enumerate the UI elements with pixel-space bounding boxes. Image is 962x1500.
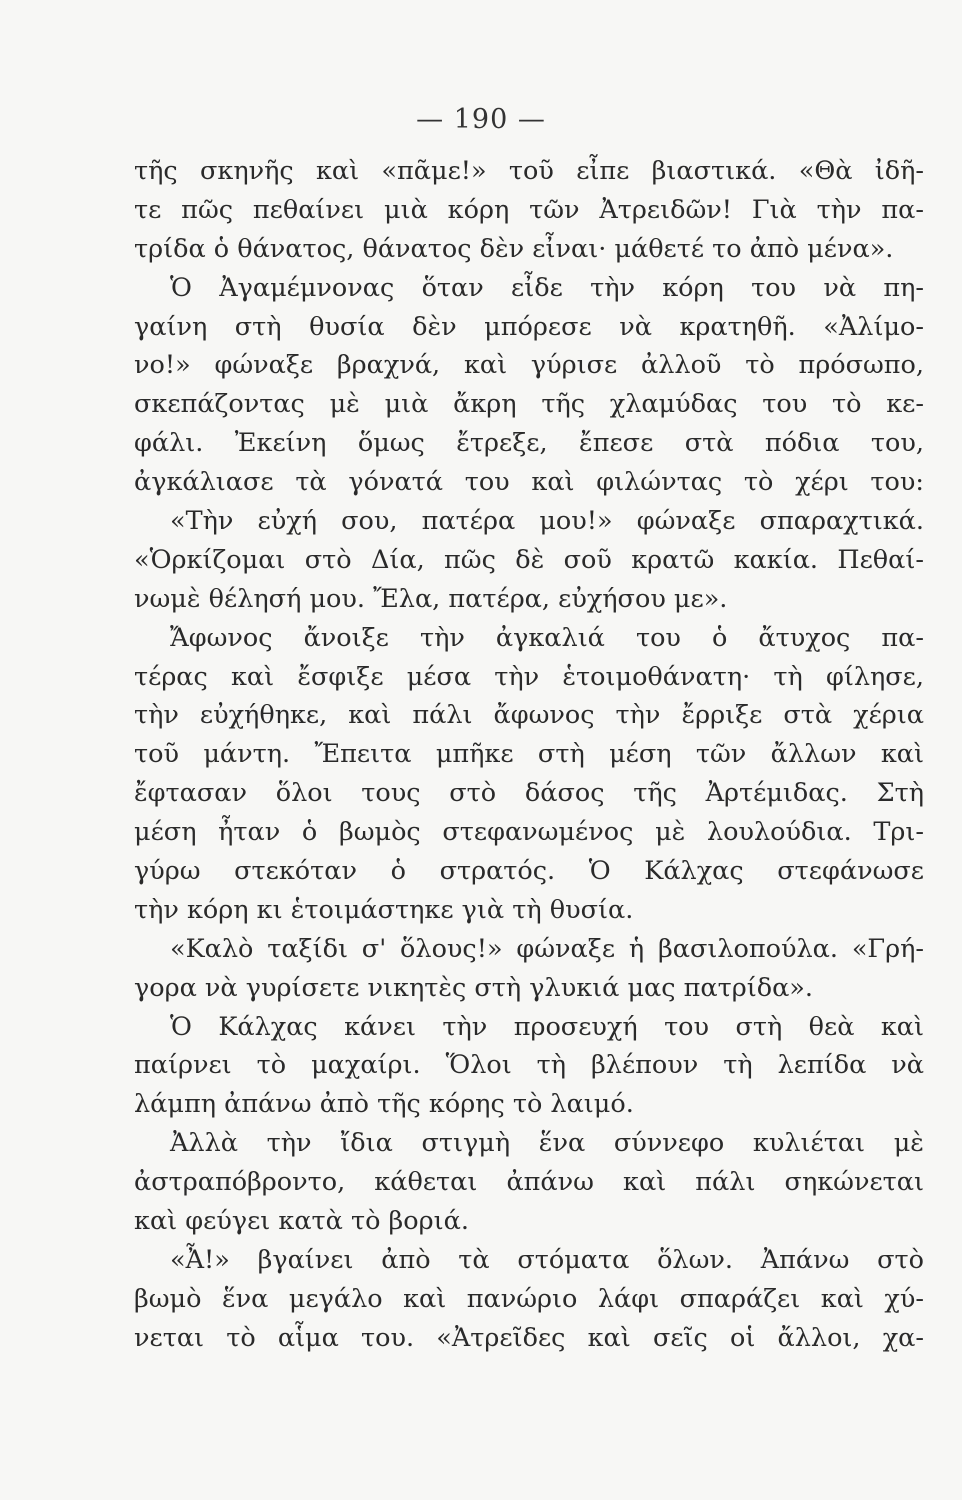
text-line: τε πῶς πεθαίνει μιὰ κόρη τῶν Ἀτρειδῶν! Γιὰ τὴν πα-: [134, 194, 924, 225]
text-line: νεται τὸ αἷμα του. «Ἀτρεῖδες καὶ σεῖς οἱ ἄλλοι, χα-: [134, 1322, 924, 1353]
text-line: τοῦ μάντη. Ἔπειτα μπῆκε στὴ μέση τῶν ἄλλων καὶ: [134, 739, 924, 770]
text-line: γαίνη στὴ θυσία δὲν μπόρεσε νὰ κρατηθῆ. «Ἀλίμο-: [134, 311, 924, 342]
text-line: καὶ φεύγει κατὰ τὸ βοριά.: [134, 1206, 469, 1237]
text-line: λάμπη ἀπάνω ἀπὸ τῆς κόρης τὸ λαιμό.: [134, 1089, 634, 1120]
text-line: Ἀλλὰ τὴν ἴδια στιγμὴ ἕνα σύννεφο κυλιέται μὲ: [170, 1128, 924, 1159]
text-line: γορα νὰ γυρίσετε νικητὲς στὴ γλυκιά μας πατρίδα».: [134, 972, 813, 1003]
text-line: ἀγκάλιασε τὰ γόνατά του καὶ φιλώντας τὸ χέρι του:: [134, 467, 924, 498]
text-line: τρίδα ὁ θάνατος, θάνατος δὲν εἶναι· μάθετέ το ἀπὸ μένα».: [134, 233, 894, 264]
page-number: — 190 —: [416, 104, 546, 135]
text-line: σκεπάζοντας μὲ μιὰ ἄκρη τῆς χλαμύδας του τὸ κε-: [134, 389, 924, 420]
text-line: «Ὁρκίζομαι στὸ Δία, πῶς δὲ σοῦ κρατῶ κακία. Πεθαί-: [134, 544, 924, 575]
text-line: νωμὲ θέλησή μου. Ἔλα, πατέρα, εὐχήσου με».: [134, 583, 728, 614]
text-line: φάλι. Ἐκείνη ὅμως ἔτρεξε, ἔπεσε στὰ πόδια του,: [134, 428, 924, 459]
text-line: νο!» φώναξε βραχνά, καὶ γύρισε ἀλλοῦ τὸ πρόσωπο,: [134, 350, 924, 381]
text-line: «Καλὸ ταξίδι σ' ὅλους!» φώναξε ἡ βασιλοπούλα. «Γρή-: [170, 933, 924, 964]
text-line: μέση ἦταν ὁ βωμὸς στεφανωμένος μὲ λουλούδια. Τρι-: [134, 817, 924, 848]
text-line: τὴν εὐχήθηκε, καὶ πάλι ἄφωνος τὴν ἔρριξε στὰ χέρια: [134, 700, 924, 731]
text-line: τῆς σκηνῆς καὶ «πᾶμε!» τοῦ εἶπε βιαστικά. «Θὰ ἰδῆ-: [134, 156, 924, 186]
body-text: [134, 152, 924, 1358]
text-line: «Τὴν εὐχή σου, πατέρα μου!» φώναξε σπαραχτικά.: [170, 506, 924, 537]
text-line: γύρω στεκόταν ὁ στρατός. Ὁ Κάλχας στεφάνωσε: [134, 856, 924, 887]
text-line: βωμὸ ἕνα μεγάλο καὶ πανώριο λάφι σπαράζει καὶ χύ-: [134, 1283, 924, 1314]
text-line: ἀστραπόβροντο, κάθεται ἀπάνω καὶ πάλι σηκώνεται: [134, 1167, 924, 1198]
text-line: Ὁ Κάλχας κάνει τὴν προσευχή του στὴ θεὰ καὶ: [170, 1011, 924, 1042]
text-line: τέρας καὶ ἔσφιξε μέσα τὴν ἑτοιμοθάνατη· τὴ φίλησε,: [134, 661, 924, 692]
text-line: τὴν κόρη κι ἑτοιμάστηκε γιὰ τὴ θυσία.: [134, 894, 634, 925]
text-line: Ὁ Ἀγαμέμνονας ὅταν εἶδε τὴν κόρη του νὰ πη-: [170, 272, 924, 303]
text-line: ἔφτασαν ὅλοι τους στὸ δάσος τῆς Ἀρτέμιδας. Στὴ: [134, 778, 924, 809]
text-line: Ἄφωνος ἄνοιξε τὴν ἀγκαλιά του ὁ ἄτυχος πα-: [170, 622, 924, 653]
text-line: παίρνει τὸ μαχαίρι. Ὅλοι τὴ βλέπουν τὴ λεπίδα νὰ: [134, 1050, 924, 1081]
text-line: «Ἆ!» βγαίνει ἀπὸ τὰ στόματα ὅλων. Ἀπάνω στὸ: [170, 1244, 924, 1275]
